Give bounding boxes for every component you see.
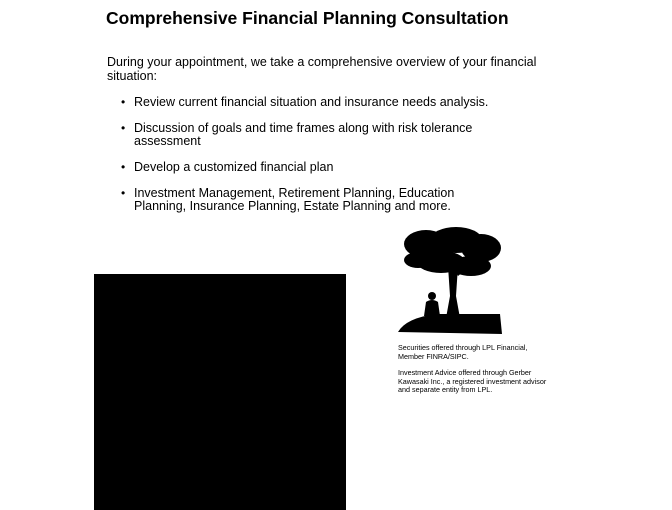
- services-list: [107, 96, 507, 226]
- tree-logo-image: [396, 226, 504, 338]
- list-item: [107, 96, 507, 109]
- list-item: [107, 161, 507, 174]
- advisory-disclosure: Investment Advice offered through Gerber Kawasaki Inc., a registered investment advisor and separate entity from LPL.: [398, 368, 547, 394]
- bullet-icon: •: [121, 186, 126, 200]
- bullet-icon: •: [121, 95, 126, 109]
- list-item-text: Discussion of goals and time frames along with risk tolerance assessment: [134, 121, 473, 148]
- list-item-text: Develop a customized financial plan: [134, 160, 334, 174]
- redacted-block: [94, 274, 346, 510]
- list-item: [107, 187, 507, 213]
- intro-paragraph: During your appointment, we take a comprehensive overview of your financial situation:: [107, 55, 537, 83]
- page-title: Comprehensive Financial Planning Consultation: [106, 8, 509, 28]
- list-item-text: Investment Management, Retirement Planning, Education Planning, Insurance Planning, Estate Planning and more.: [134, 186, 455, 213]
- bullet-icon: •: [121, 121, 126, 135]
- list-item: [107, 122, 507, 148]
- list-item-text: Review current financial situation and insurance needs analysis.: [134, 95, 489, 109]
- securities-disclosure: Securities offered through LPL Financial, Member FINRA/SIPC.: [398, 343, 528, 361]
- bullet-icon: •: [121, 160, 126, 174]
